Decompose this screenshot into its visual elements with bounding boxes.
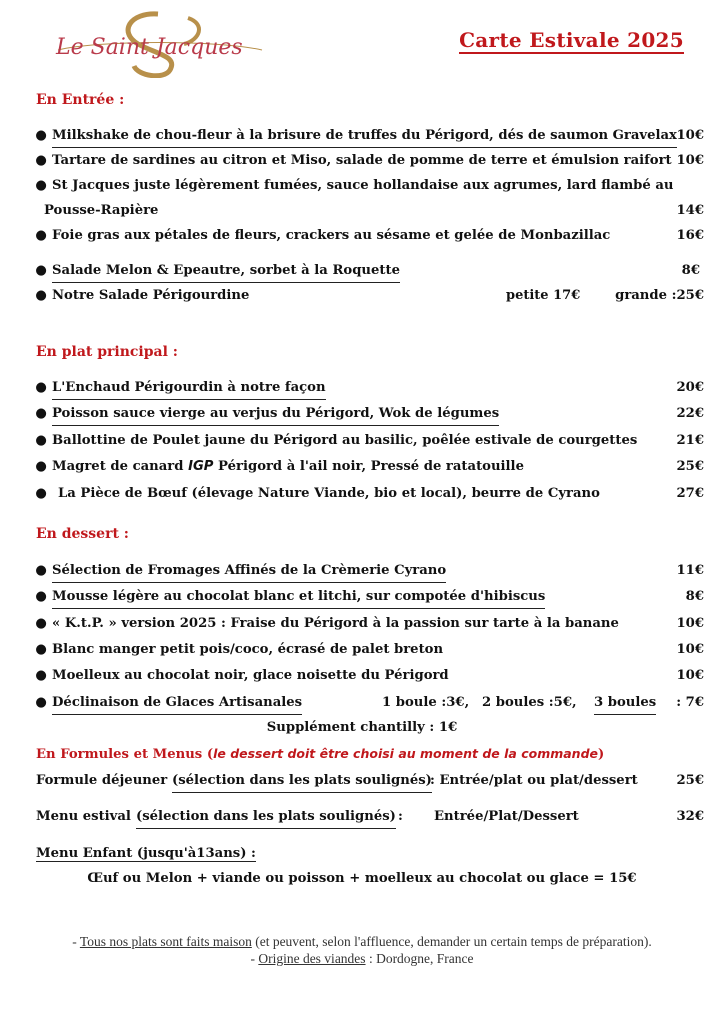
list-item: ● Mousse légère au chocolat blanc et litchi, sur compotée d'hibiscus 8€	[34, 586, 704, 608]
list-item: ● Milkshake de chou-fleur à la brisure de truffes du Périgord, dés de saumon Gravelax 10€	[34, 125, 704, 147]
item-price: 11€	[676, 563, 704, 578]
list-item: ● Sélection de Fromages Affinés de la Crèmerie Cyrano 11€	[34, 560, 704, 582]
item-label: Mousse légère au chocolat blanc et litchi, sur compotée d'hibiscus	[52, 586, 545, 609]
item-label: Tartare de sardines au citron et Miso, salade de pomme de terre et émulsion raifort	[52, 153, 672, 168]
item-label: « K.t.P. » version 2025 : Fraise du Périgord à la passion sur tarte à la banane	[52, 616, 619, 631]
formule-selection: (sélection dans les plats soulignés)	[172, 770, 432, 793]
list-item: ● Déclinaison de Glaces Artisanales 1 boule :3€, 2 boules :5€, 3 boules : 7€	[34, 692, 704, 714]
item-price: 10€	[676, 128, 704, 143]
item-label: L'Enchaud Périgourdin à notre façon	[52, 377, 326, 400]
item-price-large: grande :25€	[615, 288, 704, 303]
menu-estival	[36, 806, 704, 828]
item-price: 8€	[685, 589, 704, 604]
formule-dejeuner	[36, 770, 704, 792]
item-label: Foie gras aux pétales de fleurs, crackers au sésame et gelée de Monbazillac	[52, 228, 611, 243]
menu-detail: Entrée/Plat/Dessert	[434, 809, 579, 824]
list-item: ● Ballottine de Poulet jaune du Périgord au basilic, poêlée estivale de courgettes 21€	[34, 430, 704, 452]
item-price: 16€	[676, 228, 704, 243]
item-price: 25€	[676, 459, 704, 474]
supplement-line	[0, 717, 724, 739]
list-item: ● Blanc manger petit pois/coco, écrasé de palet breton 10€	[34, 639, 704, 661]
list-item: ● L'Enchaud Périgourdin à notre façon 20€	[34, 377, 704, 399]
list-item: ● Moelleux au chocolat noir, glace noisette du Périgord 10€	[34, 665, 704, 687]
item-price: 14€	[676, 203, 704, 218]
item-price: 21€	[676, 433, 704, 448]
item-label: Magret de canard IGP Périgord à l'ail noir, Pressé de ratatouille	[52, 459, 524, 474]
supplement-text: Supplément chantilly : 1€	[266, 720, 458, 735]
item-label: Moelleux au chocolat noir, glace noisette du Périgord	[52, 668, 449, 683]
logo-text: Le Saint Jacques	[56, 35, 243, 60]
menu-enfant	[36, 843, 704, 865]
item-label: Salade Melon & Epeautre, sorbet à la Roquette	[52, 260, 400, 283]
item-price: : 7€	[676, 695, 704, 710]
item-price: 10€	[676, 616, 704, 631]
item-label: Ballottine de Poulet jaune du Périgord au basilic, poêlée estivale de courgettes	[52, 433, 638, 448]
item-label: Poisson sauce vierge au verjus du Périgord, Wok de légumes	[52, 403, 499, 426]
ice-one-scoop: 1 boule :3€,	[382, 695, 470, 710]
item-label: Blanc manger petit pois/coco, écrasé de palet breton	[52, 642, 444, 657]
section-dessert-title: En dessert :	[36, 526, 129, 542]
formule-label: Formule déjeuner	[36, 773, 168, 788]
item-label: La Pièce de Bœuf (élevage Nature Viande, bio et local), beurre de Cyrano	[58, 486, 600, 501]
item-price: 10€	[676, 153, 704, 168]
ice-two-scoops: 2 boules :5€,	[482, 695, 577, 710]
section-plat-title: En plat principal :	[36, 344, 178, 360]
list-item: ● Salade Melon & Epeautre, sorbet à la Roquette 8€	[34, 260, 704, 282]
list-item: ● Tartare de sardines au citron et Miso, salade de pomme de terre et émulsion raifort 10€	[34, 150, 704, 172]
menu-colon: :	[398, 809, 403, 824]
list-item: ● « K.t.P. » version 2025 : Fraise du Périgord à la passion sur tarte à la banane 10€	[34, 613, 704, 635]
list-item: ● Foie gras aux pétales de fleurs, crackers au sésame et gelée de Monbazillac 16€	[34, 225, 704, 247]
menu-price: 32€	[676, 809, 704, 824]
list-item: ● Poisson sauce vierge au verjus du Périgord, Wok de légumes 22€	[34, 403, 704, 425]
item-price: 8€	[681, 263, 700, 278]
list-item: ● Notre Salade Périgourdine petite 17€ grande :25€	[34, 285, 704, 307]
list-item-continued	[34, 200, 704, 222]
footer-note: - Tous nos plats sont faits maison (et peuvent, selon l'affluence, demander un certain temps de préparation). - Origine des viandes : Dordogne, France	[72, 934, 652, 966]
item-label: St Jacques juste légèrement fumées, sauce hollandaise aux agrumes, lard flambé au	[52, 178, 674, 193]
item-price: 10€	[676, 668, 704, 683]
menu-selection: (sélection dans les plats soulignés)	[136, 806, 396, 829]
item-label: Déclinaison de Glaces Artisanales	[52, 692, 302, 715]
ice-three-scoops: 3 boules	[594, 692, 656, 715]
list-item: ● St Jacques juste légèrement fumées, sauce hollandaise aux agrumes, lard flambé au	[34, 175, 704, 197]
list-item: ● La Pièce de Bœuf (élevage Nature Viande, bio et local), beurre de Cyrano 27€	[34, 483, 704, 505]
item-price: 22€	[676, 406, 704, 421]
list-item: ● Magret de canard IGP Périgord à l'ail noir, Pressé de ratatouille 25€	[34, 456, 704, 478]
item-price: 10€	[676, 642, 704, 657]
item-price: 20€	[676, 380, 704, 395]
item-label: Milkshake de chou-fleur à la brisure de truffes du Périgord, dés de saumon Gravelax	[52, 125, 677, 148]
item-price-small: petite 17€	[506, 288, 581, 303]
item-price: 27€	[676, 486, 704, 501]
menu-title: Carte Estivale 2025	[459, 28, 684, 52]
restaurant-logo	[38, 10, 278, 78]
menu-enfant-label: Menu Enfant (jusqu'à13ans) :	[36, 846, 256, 861]
section-entree-title: En Entrée :	[36, 92, 125, 108]
formules-title: En Formules et Menus (le dessert doit être choisi au moment de la commande)	[36, 746, 605, 762]
item-label-cont: Pousse-Rapière	[44, 203, 159, 218]
logo-monogram-icon	[38, 10, 278, 78]
item-label: Sélection de Fromages Affinés de la Crèmerie Cyrano	[52, 560, 446, 583]
menu-label: Menu estival	[36, 809, 131, 824]
menu-enfant-detail: Œuf ou Melon + viande ou poisson + moelleux au chocolat ou glace = 15€	[87, 871, 637, 886]
item-label: Notre Salade Périgourdine	[52, 288, 250, 303]
formule-detail: : Entrée/plat ou plat/dessert	[430, 773, 638, 788]
formule-price: 25€	[676, 773, 704, 788]
